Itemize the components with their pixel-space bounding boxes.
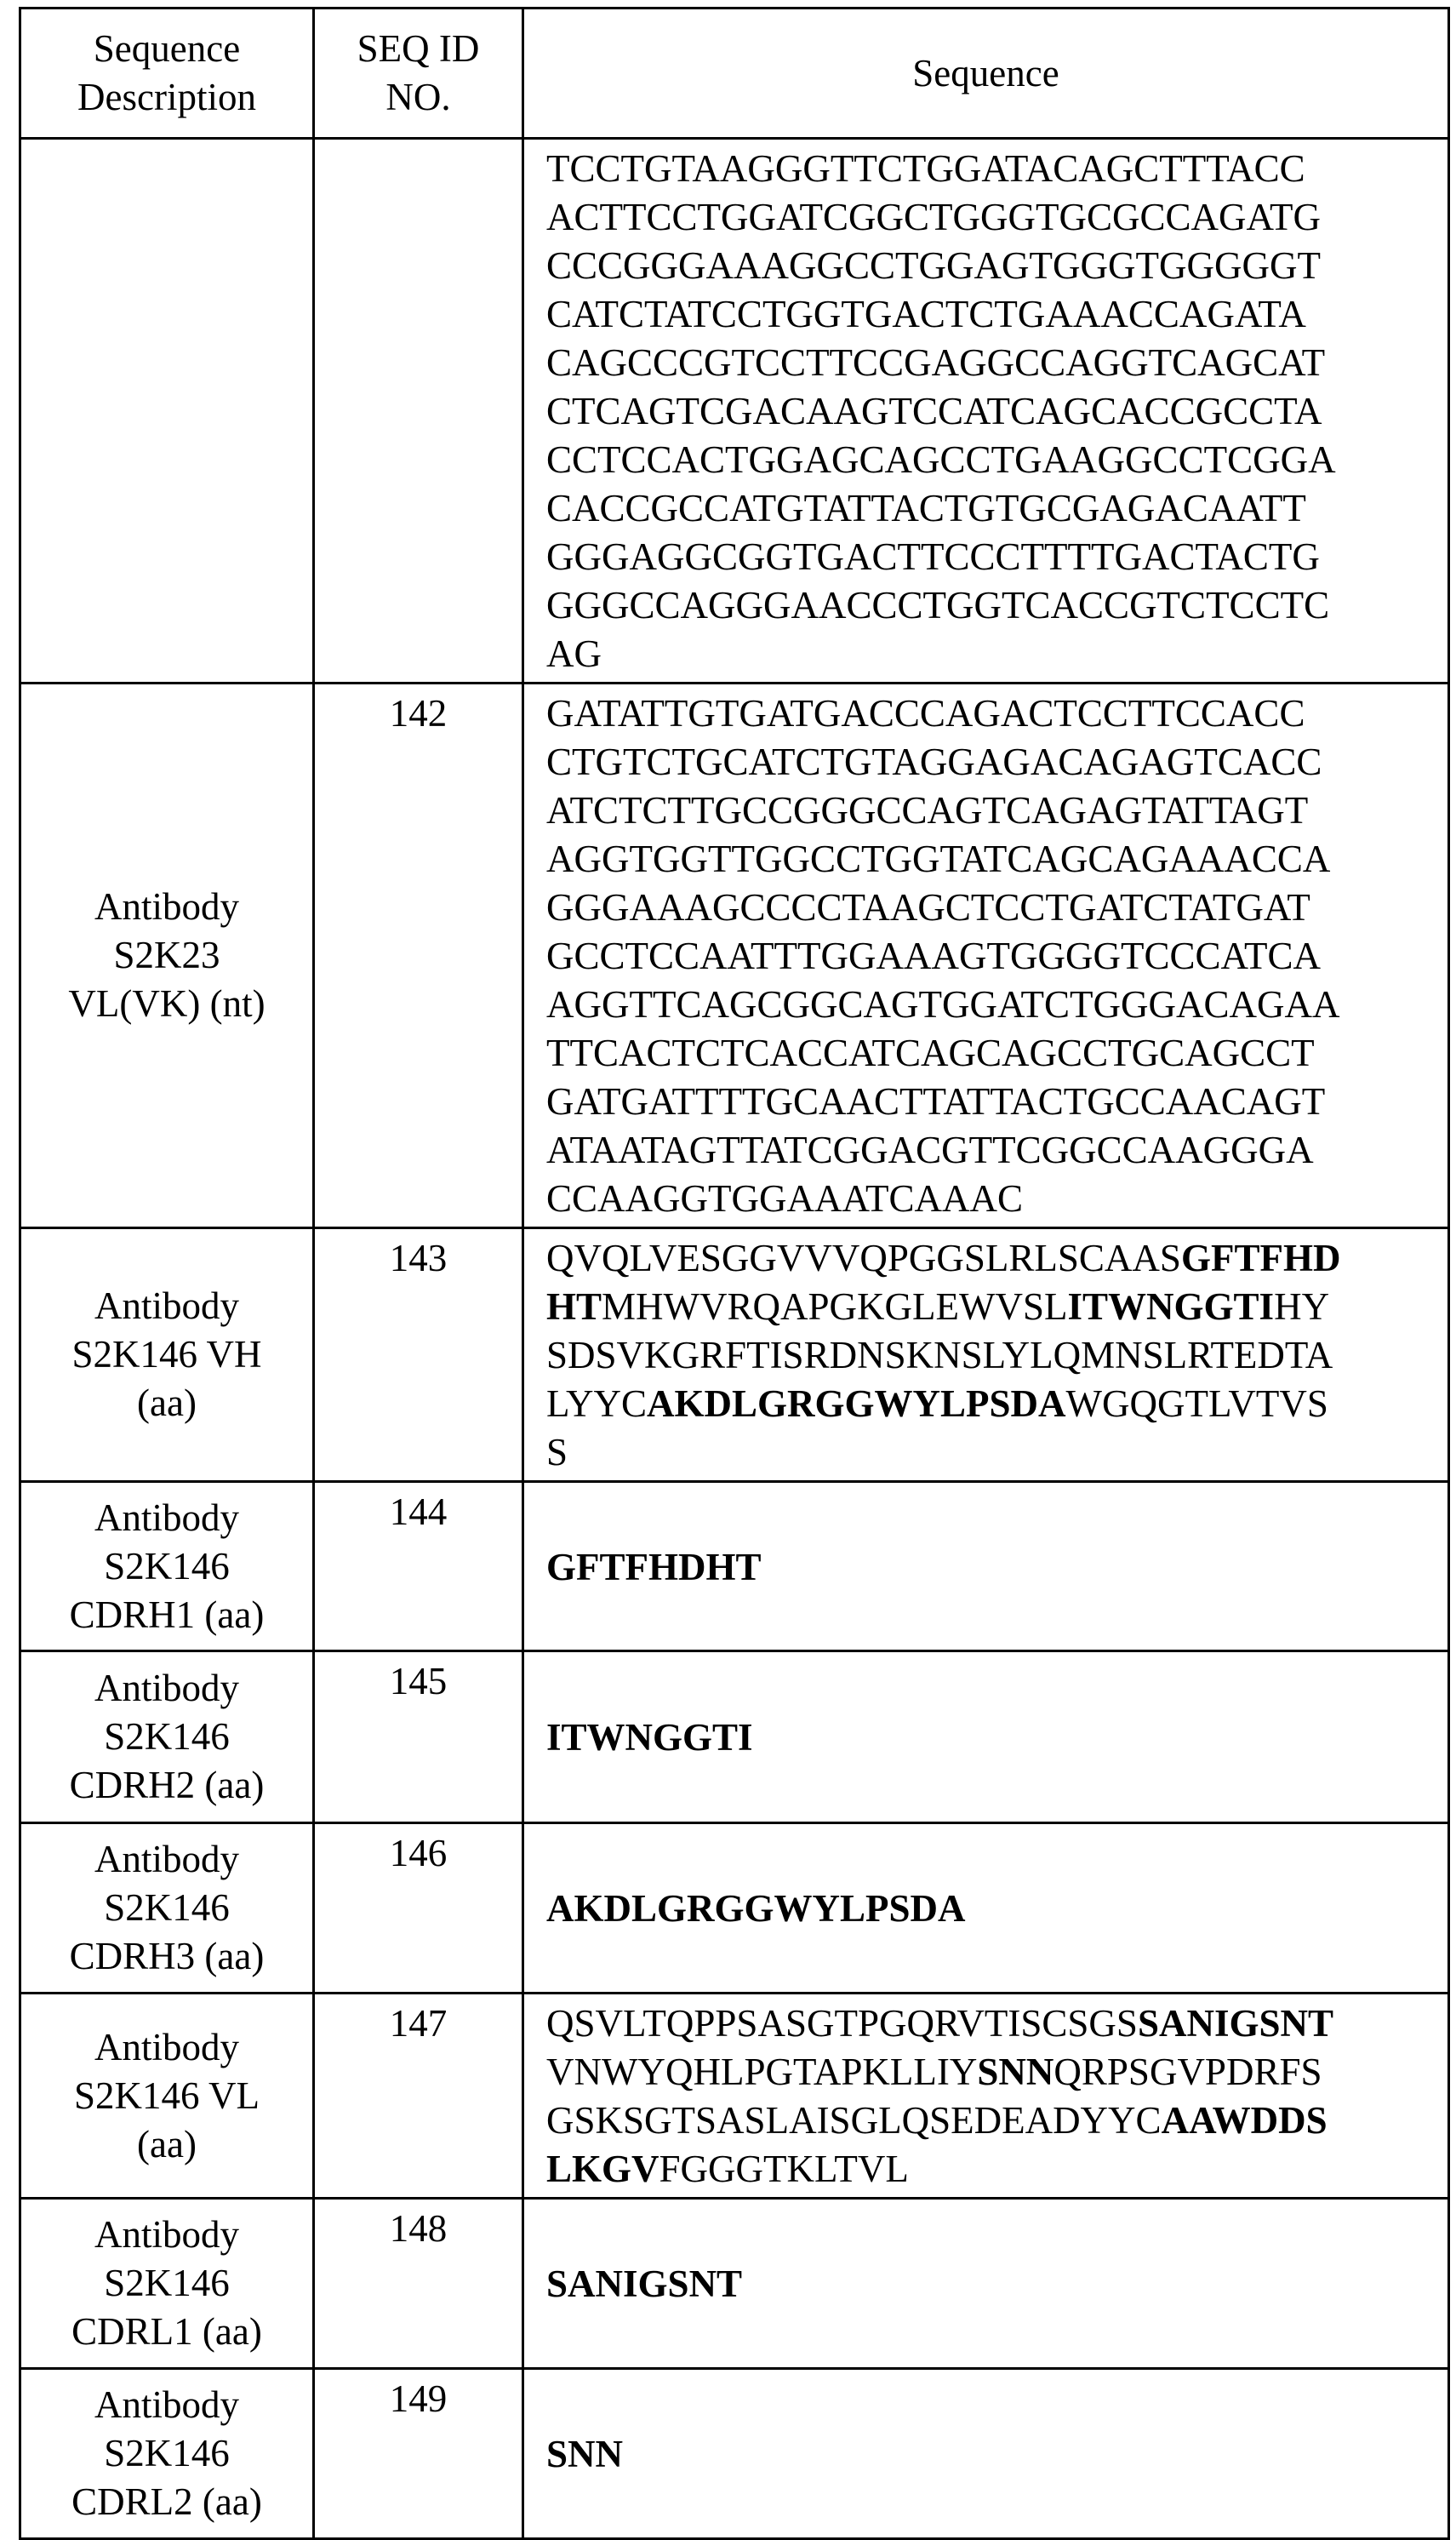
cdr-segment: SNN [977, 2051, 1053, 2093]
sequence-segment: ATCTCTTGCCGGGCCAGTCAGAGTATTAGT [546, 789, 1308, 832]
sequence-line [546, 2048, 1439, 2097]
table-body [20, 139, 1449, 2539]
cdr-segment: SANIGSNT [1138, 2002, 1333, 2045]
sequence-cell [523, 1994, 1449, 2199]
description-line: Antibody [26, 1664, 307, 1713]
sequence-line [546, 1078, 1439, 1126]
sequence-cell [523, 1482, 1449, 1651]
sequence-segment: GGGAAAGCCCCTAAGCTCCTGATCTATGAT [546, 886, 1310, 929]
sequence-description-cell [20, 1228, 314, 1482]
sequence-line [546, 193, 1439, 242]
sequence-line [546, 290, 1439, 339]
description-line: Antibody [26, 1494, 307, 1542]
header-sequence [523, 9, 1449, 139]
sequence-line [546, 884, 1439, 932]
sequence-line [546, 738, 1439, 787]
sequence-line [546, 932, 1439, 981]
sequence-segment: ATAATAGTTATCGGACGTTCGGCCAAGGGA [546, 1129, 1314, 1171]
sequence-line [546, 1331, 1439, 1380]
description-line: CDRH1 (aa) [26, 1591, 307, 1639]
seq-id-cell: 145 [314, 1651, 523, 1823]
sequence-cell [523, 2199, 1449, 2369]
sequence-cell [523, 684, 1449, 1228]
cdr-segment: LKGV [546, 2148, 659, 2190]
sequence-line [546, 689, 1439, 738]
cdr-segment: AKDLGRGGWYLPSDA [546, 1887, 966, 1930]
description-line: CDRL1 (aa) [26, 2308, 307, 2356]
sequence-line [546, 2097, 1439, 2145]
header-sequence-description [20, 9, 314, 139]
header-seq-id [314, 9, 523, 139]
sequence-description-cell [20, 1823, 314, 1994]
cdr-segment: AKDLGRGGWYLPSDA [647, 1382, 1066, 1425]
cdr-segment: ITWNGGTI [546, 1716, 753, 1759]
sequence-segment: TTCACTCTCACCATCAGCAGCCTGCAGCCT [546, 1032, 1315, 1074]
table-row [20, 139, 1449, 684]
seq-id-cell: 148 [314, 2199, 523, 2369]
sequence-description-cell [20, 1482, 314, 1651]
sequence-line [546, 1543, 1439, 1592]
sequence-segment: GATGATTTTGCAACTTATTACTGCCAACAGT [546, 1080, 1325, 1123]
table-header-row [20, 9, 1449, 139]
sequence-segment: GGGAGGCGGTGACTTCCCTTTTGACTACTG [546, 535, 1320, 578]
sequence-segment: CTCAGTCGACAAGTCCATCAGCACCGCCTA [546, 390, 1322, 432]
header-text: Sequence [912, 52, 1059, 94]
cdr-segment: GFTFHDHT [546, 1546, 762, 1588]
table-row [20, 1651, 1449, 1823]
sequence-line [546, 1713, 1439, 1762]
cdr-segment: SANIGSNT [546, 2263, 742, 2305]
cdr-segment: AAWDDS [1162, 2099, 1328, 2142]
sequence-cell [523, 1823, 1449, 1994]
sequence-segment: CAGCCCGTCCTTCCGAGGCCAGGTCAGCAT [546, 341, 1325, 384]
seq-id-cell: 146 [314, 1823, 523, 1994]
table-row [20, 1823, 1449, 1994]
sequence-description-cell [20, 1994, 314, 2199]
sequence-description-cell [20, 2369, 314, 2539]
table-row [20, 1228, 1449, 1482]
sequence-description-cell [20, 1651, 314, 1823]
sequence-segment: WGQGTLVTVS [1066, 1382, 1328, 1425]
sequence-line [546, 1234, 1439, 1283]
sequence-line [546, 387, 1439, 436]
sequence-segment: AGGTGGTTGGCCTGGTATCAGCAGAAACCA [546, 838, 1330, 880]
sequence-cell [523, 1651, 1449, 1823]
sequence-line [546, 2430, 1439, 2479]
description-line: S2K146 [26, 1884, 307, 1932]
sequence-line [546, 339, 1439, 387]
sequence-segment: GATATTGTGATGACCCAGACTCCTTCCACC [546, 692, 1305, 735]
sequence-line [546, 581, 1439, 630]
sequence-line [546, 1126, 1439, 1175]
sequence-line [546, 1428, 1439, 1477]
sequence-segment: CATCTATCCTGGTGACTCTGAAACCAGATA [546, 293, 1306, 335]
header-text: Description [21, 73, 312, 122]
sequence-cell [523, 139, 1449, 684]
sequence-line [546, 1380, 1439, 1428]
sequence-segment: MHWVRQAPGKGLEWVSL [602, 1285, 1067, 1328]
sequence-description-cell [20, 684, 314, 1228]
sequence-line [546, 630, 1439, 678]
seq-id-cell: 142 [314, 684, 523, 1228]
table-row [20, 2369, 1449, 2539]
sequence-segment: ACTTCCTGGATCGGCTGGGTGCGCCAGATG [546, 196, 1321, 238]
description-line: Antibody [26, 2381, 307, 2429]
sequence-line [546, 1029, 1439, 1078]
description-line: (aa) [26, 2120, 307, 2169]
description-line: S2K23 [26, 931, 307, 980]
table-row [20, 1482, 1449, 1651]
description-line: Antibody [26, 1835, 307, 1884]
sequence-segment: AG [546, 632, 602, 675]
sequence-cell [523, 1228, 1449, 1482]
description-line: S2K146 [26, 2259, 307, 2308]
table-row [20, 1994, 1449, 2199]
seq-id-cell: 144 [314, 1482, 523, 1651]
sequence-description-cell [20, 139, 314, 684]
sequence-line [546, 242, 1439, 290]
sequence-segment: VNWYQHLPGTAPKLLIY [546, 2051, 977, 2093]
sequence-segment: AGGTTCAGCGGCAGTGGATCTGGGACAGAA [546, 983, 1339, 1026]
sequence-segment: FGGGTKLTVL [659, 2148, 909, 2190]
sequence-description-cell [20, 2199, 314, 2369]
cdr-segment: HT [546, 1285, 602, 1328]
seq-id-cell: 143 [314, 1228, 523, 1482]
sequence-line [546, 2260, 1439, 2308]
description-line: S2K146 VH [26, 1330, 307, 1379]
sequence-line [546, 1283, 1439, 1331]
description-line: S2K146 VL [26, 2072, 307, 2120]
sequence-line [546, 484, 1439, 533]
sequence-segment: TCCTGTAAGGGTTCTGGATACAGCTTTACC [546, 147, 1305, 190]
description-line: S2K146 [26, 1542, 307, 1591]
description-line: Antibody [26, 883, 307, 931]
description-line: (aa) [26, 1379, 307, 1427]
seq-id-cell: 147 [314, 1994, 523, 2199]
sequence-line [546, 533, 1439, 581]
sequence-segment: CACCGCCATGTATTACTGTGCGAGACAATT [546, 487, 1306, 529]
description-line: CDRL2 (aa) [26, 2478, 307, 2526]
sequence-line [546, 787, 1439, 835]
sequence-segment: LYYC [546, 1382, 647, 1425]
sequence-segment: QSVLTQPPSASGTPGQRVTISCSGS [546, 2002, 1138, 2045]
cdr-segment: SNN [546, 2433, 623, 2475]
header-text: Sequence [21, 25, 312, 73]
sequence-line [546, 436, 1439, 484]
sequence-segment: GSKSGTSASLAISGLQSEDEADYYC [546, 2099, 1162, 2142]
seq-id-cell [314, 139, 523, 684]
sequence-segment: CCTCCACTGGAGCAGCCTGAAGGCCTCGGA [546, 438, 1336, 481]
sequence-segment: CCCGGGAAAGGCCTGGAGTGGGTGGGGGT [546, 244, 1321, 287]
sequence-segment: S [546, 1431, 568, 1473]
sequence-table [19, 7, 1450, 2540]
sequence-line [546, 1175, 1439, 1223]
sequence-segment: QVQLVESGGVVVQPGGSLRLSCAAS [546, 1237, 1181, 1279]
sequence-segment: HY [1274, 1285, 1329, 1328]
sequence-segment: SDSVKGRFTISRDNSKNSLYLQMNSLRTEDTA [546, 1334, 1333, 1376]
description-line: Antibody [26, 2023, 307, 2072]
description-line: Antibody [26, 1282, 307, 1330]
description-line: S2K146 [26, 1713, 307, 1761]
sequence-segment: CCAAGGTGGAAATCAAAC [546, 1177, 1023, 1220]
sequence-line [546, 835, 1439, 884]
description-line: VL(VK) (nt) [26, 980, 307, 1028]
cdr-segment: GFTFHD [1181, 1237, 1341, 1279]
header-text: NO. [315, 73, 522, 122]
sequence-segment: QRPSGVPDRFS [1053, 2051, 1322, 2093]
sequence-segment: GGGCCAGGGAACCCTGGTCACCGTCTCCTC [546, 584, 1329, 626]
sequence-line [546, 1885, 1439, 1933]
seq-id-cell: 149 [314, 2369, 523, 2539]
cdr-segment: ITWNGGTI [1068, 1285, 1275, 1328]
header-text: SEQ ID [315, 25, 522, 73]
sequence-line [546, 1999, 1439, 2048]
description-line: CDRH3 (aa) [26, 1932, 307, 1981]
description-line: S2K146 [26, 2429, 307, 2478]
description-line: CDRH2 (aa) [26, 1761, 307, 1810]
description-line: Antibody [26, 2211, 307, 2259]
sequence-line [546, 145, 1439, 193]
sequence-segment: GCCTCCAATTTGGAAAGTGGGGTCCCATCA [546, 935, 1321, 977]
sequence-segment: CTGTCTGCATCTGTAGGAGACAGAGTCACC [546, 741, 1322, 783]
sequence-cell [523, 2369, 1449, 2539]
sequence-line [546, 981, 1439, 1029]
table-row [20, 2199, 1449, 2369]
table-row [20, 684, 1449, 1228]
sequence-line [546, 2145, 1439, 2194]
